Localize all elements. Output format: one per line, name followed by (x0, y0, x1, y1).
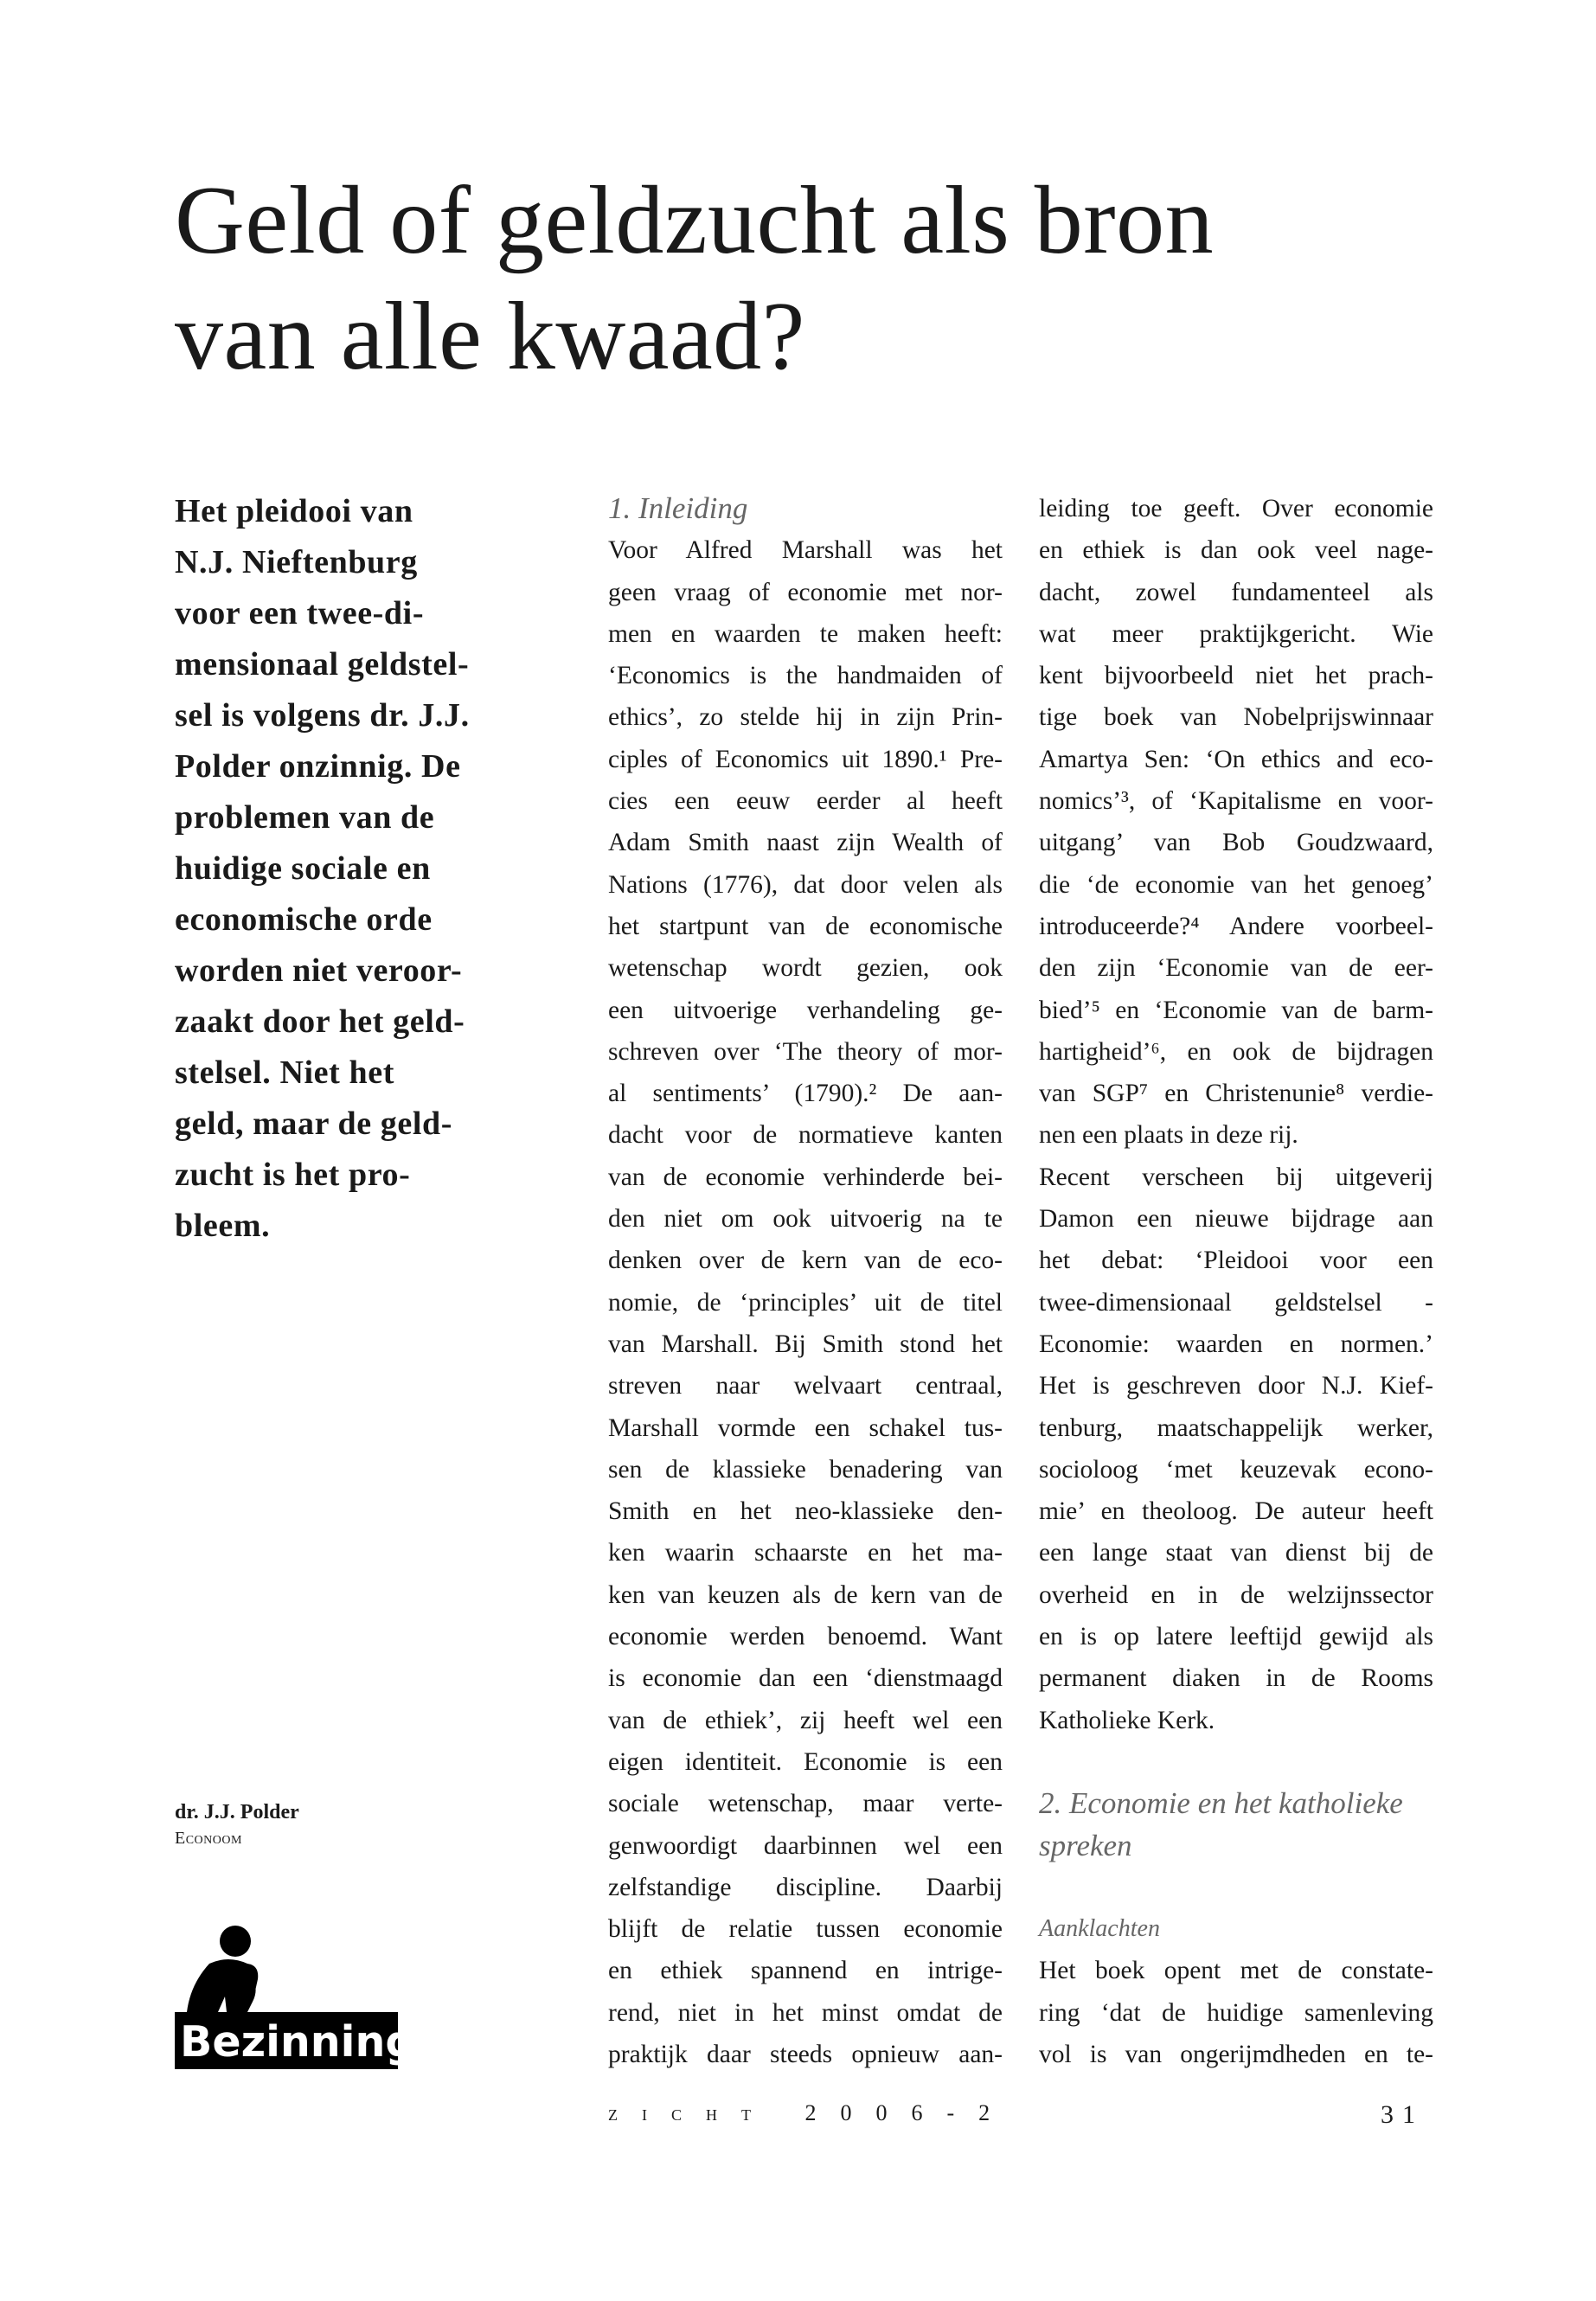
body-line: sociale wetenschap, maar verte- (608, 1790, 1003, 1818)
body-line: men en waarden te maken heeft: (608, 619, 1003, 648)
body-line: dacht, zowel fundamenteel als (1039, 578, 1433, 606)
body-line: Smith en het neo-klassieke den- (608, 1497, 1003, 1526)
lead-line: zucht is het pro- (175, 1157, 411, 1193)
body-line: ring ‘dat de huidige samenleving (1039, 1998, 1433, 2027)
body-line: Het is geschreven door N.J. Kief- (1039, 1372, 1433, 1400)
body-line: van de economie verhinderde bei- (608, 1163, 1003, 1191)
body-line: tenburg, maatschappelijk werker, (1039, 1413, 1433, 1442)
body-line: cies een eeuw eerder al heeft (608, 787, 1003, 816)
lead-line: mensionaal geldstel- (175, 646, 470, 683)
body-line: dacht voor de normatieve kanten (608, 1121, 1003, 1150)
body-line: schreven over ‘The theory of mor- (608, 1037, 1003, 1066)
subheading: Aanklachten (1039, 1915, 1160, 1943)
body-line: denken over de kern van de eco- (608, 1247, 1003, 1275)
body-line: ‘Economics is the handmaiden of (608, 662, 1003, 690)
body-line: Marshall vormde een schakel tus- (608, 1413, 1003, 1442)
body-line: Adam Smith naast zijn Wealth of (608, 829, 1003, 857)
body-line: den zijn ‘Economie van de eer- (1039, 954, 1433, 983)
body-line: Voor Alfred Marshall was het (608, 536, 1003, 565)
body-line: Het boek opent met de constate- (1039, 1957, 1433, 1985)
section-heading: 2. Economie en het katholieke (1039, 1786, 1403, 1821)
lead-line: sel is volgens dr. J.J. (175, 697, 470, 734)
body-line: het startpunt van de economische (608, 912, 1003, 940)
logo-label: Bezinning (180, 2017, 398, 2067)
body-line: die ‘de economie van het genoeg’ (1039, 870, 1433, 899)
body-line: ken waarin schaarste en het ma- (608, 1539, 1003, 1567)
body-line: streven naar welvaart centraal, (608, 1372, 1003, 1400)
body-line: ken van keuzen als de kern van de (608, 1580, 1003, 1609)
body-line: het debat: ‘Pleidooi voor een (1039, 1247, 1433, 1275)
lead-paragraph (175, 486, 503, 1252)
body-line: nen een plaats in deze rij. (1039, 1121, 1298, 1150)
column-2 (1039, 488, 1433, 2075)
title-line: van alle kwaad? (175, 283, 805, 390)
body-line: leiding toe geeft. Over economie (1039, 495, 1433, 522)
body-line: kent bijvoorbeeld niet het prach- (1039, 662, 1433, 690)
body-line: socioloog ‘met keuzevak econo- (1039, 1455, 1433, 1484)
body-line: geen vraag of economie met nor- (608, 578, 1003, 606)
body-line: bied’⁵ en ‘Economie van de barm- (1039, 996, 1433, 1024)
body-line: vol is van ongerijmdheden en te- (1039, 2040, 1433, 2068)
lead-line: economische orde (175, 901, 433, 938)
body-line: wetenschap wordt gezien, ook (608, 954, 1003, 983)
body-line: sen de klassieke benadering van (608, 1455, 1003, 1484)
lead-line: geld, maar de geld- (175, 1106, 453, 1142)
body-line: van SGP⁷ en Christenunie⁸ verdie- (1039, 1080, 1433, 1108)
author-block (175, 1799, 299, 1851)
article-title (175, 163, 1472, 394)
body-line: overheid en in de welzijnssector (1039, 1580, 1433, 1609)
body-line: wat meer praktijkgericht. Wie (1039, 619, 1433, 648)
body-line: twee-dimensionaal geldstelsel - (1039, 1288, 1433, 1317)
body-line: en ethiek is dan ook veel nage- (1039, 536, 1433, 565)
body-line: nomics’³, of ‘Kapitalisme en voor- (1039, 787, 1433, 816)
lead-line: huidige sociale en (175, 850, 431, 887)
body-line: Katholieke Kerk. (1039, 1706, 1215, 1734)
body-line: hartigheid’⁶, en ook de bijdragen (1039, 1037, 1433, 1066)
body-line: ethics’, zo stelde hij in zijn Prin- (608, 703, 1003, 732)
body-line: van de ethiek’, zij heeft wel een (608, 1706, 1003, 1734)
body-line: ciples of Economics uit 1890.¹ Pre- (608, 745, 1003, 773)
lead-line: Polder onzinnig. De (175, 748, 461, 785)
lead-line: bleem. (175, 1208, 271, 1244)
author-name: dr. J.J. Polder (175, 1801, 299, 1823)
body-line: uitgang’ van Bob Goudzwaard, (1039, 829, 1433, 857)
page-number: 31 (1381, 2100, 1424, 2129)
lead-line: problemen van de (175, 799, 435, 836)
section-heading: spreken (1039, 1828, 1132, 1862)
bezinning-logo (175, 1922, 398, 2069)
body-line: al sentiments’ (1790).² De aan- (608, 1080, 1003, 1108)
lead-line: stelsel. Niet het (175, 1054, 394, 1091)
body-line: den niet om ook uitvoerig na te (608, 1205, 1003, 1234)
lead-line: N.J. Nieftenburg (175, 544, 418, 580)
body-line: van Marshall. Bij Smith stond het (608, 1330, 1003, 1358)
lead-line: voor een twee-di- (175, 595, 425, 631)
body-line: een lange staat van dienst bij de (1039, 1539, 1433, 1567)
body-line: permanent diaken in de Rooms (1039, 1664, 1433, 1693)
body-line: tige boek van Nobelprijswinnaar (1039, 703, 1433, 732)
body-line: Damon een nieuwe bijdrage aan (1039, 1205, 1433, 1234)
body-line: is economie dan een ‘dienstmaagd (608, 1664, 1003, 1693)
body-line: eigen identiteit. Economie is een (608, 1747, 1003, 1776)
body-line: Economie: waarden en normen.’ (1039, 1330, 1433, 1358)
body-line: Amartya Sen: ‘On ethics and eco- (1039, 745, 1433, 773)
spacer (1039, 1867, 1433, 1908)
lead-line: zaakt door het geld- (175, 1003, 465, 1040)
body-line: zelfstandige discipline. Daarbij (608, 1873, 1003, 1901)
author-role: Econoom (175, 1829, 242, 1848)
body-line: introduceerde?⁴ Andere voorbeel- (1039, 912, 1433, 940)
journal-footer: zicht 2006-2 (608, 2100, 1015, 2125)
body-line: economie werden benoemd. Want (608, 1623, 1003, 1651)
lead-line: Het pleidooi van (175, 493, 413, 529)
body-line: rend, niet in het minst omdat de (608, 1998, 1003, 2027)
body-line: Nations (1776), dat door velen als (608, 870, 1003, 899)
spacer (1039, 1741, 1433, 1783)
section-heading: 1. Inleiding (608, 491, 748, 525)
column-1 (608, 488, 1003, 2075)
body-line: praktijk daar steeds opnieuw aan- (608, 2040, 1003, 2068)
body-line: en is op latere leeftijd gewijd als (1039, 1623, 1433, 1651)
body-line: en ethiek spannend en intrige- (608, 1957, 1003, 1985)
body-line: nomie, de ‘principles’ uit de titel (608, 1288, 1003, 1317)
body-line: mie’ en theoloog. De auteur heeft (1039, 1497, 1433, 1526)
thinking-person-icon (175, 1922, 398, 2069)
body-line: genwoordigt daarbinnen wel een (608, 1831, 1003, 1860)
lead-line: worden niet veroor- (175, 952, 463, 989)
title-line: Geld of geldzucht als bron (175, 167, 1215, 274)
body-line: Recent verscheen bij uitgeverij (1039, 1163, 1433, 1191)
body-line: een uitvoerige verhandeling ge- (608, 996, 1003, 1024)
body-line: blijft de relatie tussen economie (608, 1915, 1003, 1944)
